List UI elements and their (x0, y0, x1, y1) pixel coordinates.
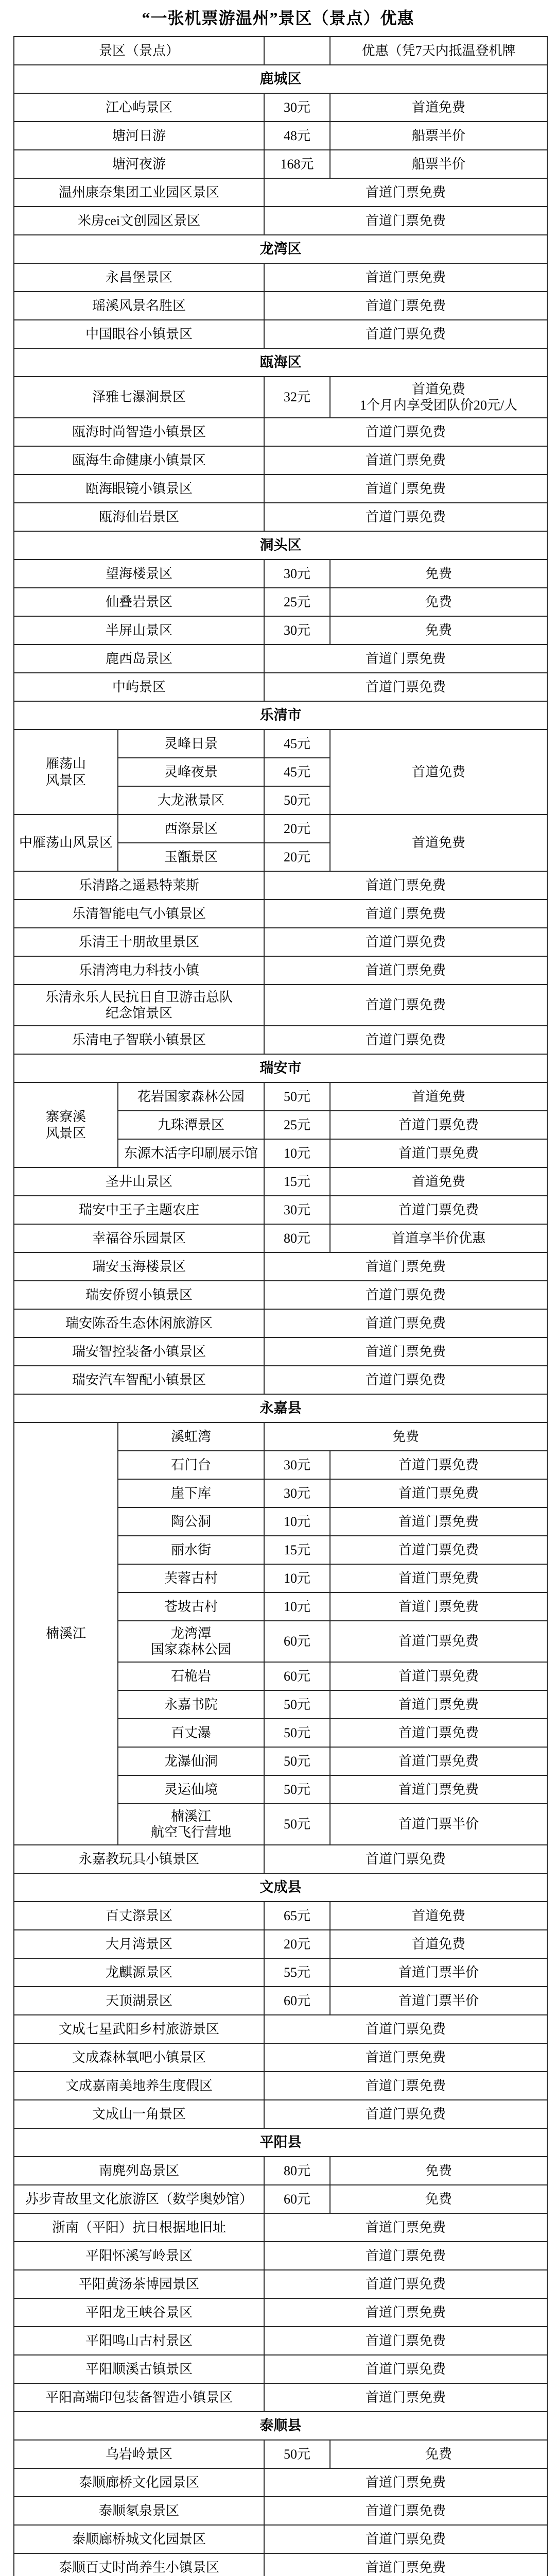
region-row (14, 701, 547, 730)
discount: 船票半价 (330, 150, 547, 178)
table-row (14, 645, 547, 673)
scenic-name: 龙瀑仙洞 (118, 1747, 264, 1775)
table-row (14, 1167, 547, 1196)
table-row (14, 418, 547, 446)
header-price (264, 37, 330, 65)
discount-table-body (14, 37, 547, 2576)
region-header: 瓯海区 (14, 348, 547, 377)
discount: 首道门票免费 (264, 2270, 547, 2298)
table-row (14, 1422, 547, 1451)
scenic-name: 崖下库 (118, 1479, 264, 1507)
ticket-price: 10元 (264, 1507, 330, 1536)
discount: 首道免费 (330, 730, 547, 815)
scenic-name: 楠溪江 航空飞行营地 (118, 1804, 264, 1845)
table-row (14, 2270, 547, 2298)
scenic-name: 平阳怀溪写岭景区 (14, 2242, 264, 2270)
table-row (14, 1196, 547, 1224)
scenic-name: 乐清智能电气小镇景区 (14, 900, 264, 928)
scenic-name: 圣井山景区 (14, 1167, 264, 1196)
discount: 首道门票免费 (330, 1690, 547, 1719)
scenic-name: 浙南（平阳）抗日根据地旧址 (14, 2213, 264, 2242)
scenic-name: 瓯海眼镜小镇景区 (14, 474, 264, 503)
region-header: 泰顺县 (14, 2412, 547, 2440)
table-row (14, 1930, 547, 1958)
scenic-name: 芙蓉古村 (118, 1564, 264, 1592)
scenic-name: 望海楼景区 (14, 560, 264, 588)
discount: 免费 (330, 560, 547, 588)
ticket-price: 55元 (264, 1958, 330, 1987)
discount: 首道门票免费 (264, 928, 547, 956)
discount: 首道门票免费 (330, 1479, 547, 1507)
scenic-name: 陶公洞 (118, 1507, 264, 1536)
header-scenic-spot: 景区（景点） (14, 37, 264, 65)
scenic-name: 玉甑景区 (118, 843, 264, 871)
discount: 首道门票免费 (264, 1252, 547, 1281)
table-row (14, 1987, 547, 2015)
discount: 首道免费 (330, 1902, 547, 1930)
scenic-name: 半屏山景区 (14, 616, 264, 645)
scenic-name: 平阳高端印包装备智造小镇景区 (14, 2383, 264, 2412)
header-discount: 优惠（凭7天内抵温登机牌 (330, 37, 547, 65)
scenic-name: 瑞安智控装备小镇景区 (14, 1337, 264, 1366)
scenic-name: 苏步青故里文化旅游区（数学奥妙馆） (14, 2185, 264, 2213)
table-row (14, 1252, 547, 1281)
table-row (14, 263, 547, 292)
table-row (14, 2440, 547, 2468)
scenic-name: 江心屿景区 (14, 93, 264, 122)
scenic-name: 瓯海仙岩景区 (14, 503, 264, 531)
ticket-price: 10元 (264, 1592, 330, 1621)
region-row (14, 2128, 547, 2157)
ticket-price: 60元 (264, 1987, 330, 2015)
ticket-price: 80元 (264, 2157, 330, 2185)
discount: 免费 (330, 2185, 547, 2213)
discount: 首道门票免费 (264, 1366, 547, 1394)
table-row (14, 2185, 547, 2213)
table-row (14, 122, 547, 150)
table-row (14, 1281, 547, 1309)
region-header: 鹿城区 (14, 65, 547, 93)
discount: 首道门票免费 (330, 1139, 547, 1167)
scenic-name: 中屿景区 (14, 673, 264, 701)
ticket-price: 50元 (264, 1082, 330, 1111)
table-row (14, 1309, 547, 1337)
region-row (14, 2412, 547, 2440)
scenic-name: 百丈瀑 (118, 1719, 264, 1747)
discount: 首道免费 (330, 93, 547, 122)
ticket-price: 25元 (264, 1111, 330, 1139)
scenic-name: 泰顺廊桥城文化园景区 (14, 2525, 264, 2553)
discount: 首道门票免费 (264, 871, 547, 900)
ticket-price: 15元 (264, 1536, 330, 1564)
ticket-price: 60元 (264, 1662, 330, 1690)
scenic-name: 乐清湾电力科技小镇 (14, 956, 264, 985)
scenic-name: 塘河夜游 (14, 150, 264, 178)
ticket-price: 10元 (264, 1564, 330, 1592)
discount: 首道门票免费 (330, 1775, 547, 1804)
ticket-price: 30元 (264, 1451, 330, 1479)
region-header: 乐清市 (14, 701, 547, 730)
table-row (14, 292, 547, 320)
region-header: 平阳县 (14, 2128, 547, 2157)
scenic-name: 瑞安玉海楼景区 (14, 1252, 264, 1281)
table-row (14, 2298, 547, 2327)
region-row (14, 65, 547, 93)
scenic-name: 永昌堡景区 (14, 263, 264, 292)
discount: 首道免费 (330, 815, 547, 871)
ticket-price: 45元 (264, 758, 330, 786)
scenic-name: 瑞安陈岙生态休闲旅游区 (14, 1309, 264, 1337)
table-row (14, 900, 547, 928)
scenic-name: 中国眼谷小镇景区 (14, 320, 264, 348)
table-row (14, 1902, 547, 1930)
discount: 首道免费 (330, 1167, 547, 1196)
table-row (14, 871, 547, 900)
scenic-name: 灵峰日景 (118, 730, 264, 758)
table-row (14, 503, 547, 531)
discount: 首道门票免费 (330, 1111, 547, 1139)
table-row (14, 673, 547, 701)
scenic-name: 文成森林氧吧小镇景区 (14, 2043, 264, 2072)
table-row (14, 815, 547, 843)
scenic-name: 塘河日游 (14, 122, 264, 150)
header-row (14, 37, 547, 65)
table-row (14, 588, 547, 616)
scenic-name: 永嘉书院 (118, 1690, 264, 1719)
discount: 首道免费 1个月内享受团队价20元/人 (330, 377, 547, 418)
discount-table (13, 36, 548, 2576)
table-row (14, 1366, 547, 1394)
discount: 首道门票免费 (264, 2327, 547, 2355)
table-row (14, 2100, 547, 2128)
discount: 首道门票免费 (264, 2213, 547, 2242)
table-row (14, 93, 547, 122)
scenic-name: 幸福谷乐园景区 (14, 1224, 264, 1252)
table-row (14, 446, 547, 474)
region-row (14, 1054, 547, 1082)
discount: 首道门票免费 (264, 446, 547, 474)
discount: 首道门票免费 (264, 956, 547, 985)
region-row (14, 1394, 547, 1422)
discount: 首道门票免费 (264, 2355, 547, 2383)
scenic-name: 瑶溪风景名胜区 (14, 292, 264, 320)
discount: 免费 (264, 1422, 547, 1451)
scenic-name: 乌岩岭景区 (14, 2440, 264, 2468)
group-label: 雁荡山 风景区 (14, 730, 118, 815)
discount: 免费 (330, 616, 547, 645)
scenic-name: 乐清王十朋故里景区 (14, 928, 264, 956)
discount: 免费 (330, 2157, 547, 2185)
scenic-name: 石桅岩 (118, 1662, 264, 1690)
discount: 首道免费 (330, 1930, 547, 1958)
scenic-name: 米房cei文创园区景区 (14, 207, 264, 235)
region-header: 洞头区 (14, 531, 547, 560)
scenic-name: 泰顺廊桥文化园景区 (14, 2468, 264, 2497)
table-row (14, 2213, 547, 2242)
scenic-name: 百丈漈景区 (14, 1902, 264, 1930)
region-header: 文成县 (14, 1873, 547, 1902)
table-row (14, 1026, 547, 1054)
scenic-name: 乐清电子智联小镇景区 (14, 1026, 264, 1054)
table-row (14, 2355, 547, 2383)
discount: 首道门票免费 (264, 645, 547, 673)
discount: 首道门票免费 (264, 474, 547, 503)
table-row (14, 1337, 547, 1366)
discount: 首道门票免费 (264, 2242, 547, 2270)
table-row (14, 2553, 547, 2576)
table-row (14, 178, 547, 207)
ticket-price: 20元 (264, 1930, 330, 1958)
scenic-name: 温州康奈集团工业园区景区 (14, 178, 264, 207)
ticket-price: 30元 (264, 616, 330, 645)
table-row (14, 616, 547, 645)
region-header: 永嘉县 (14, 1394, 547, 1422)
table-row (14, 2327, 547, 2355)
ticket-price: 20元 (264, 843, 330, 871)
ticket-price: 10元 (264, 1139, 330, 1167)
scenic-name: 东源木活字印刷展示馆 (118, 1139, 264, 1167)
table-row (14, 1845, 547, 1873)
discount: 首道门票免费 (264, 1281, 547, 1309)
ticket-price: 30元 (264, 1479, 330, 1507)
table-row (14, 2497, 547, 2525)
ticket-price: 20元 (264, 815, 330, 843)
group-label: 寨寮溪 风景区 (14, 1082, 118, 1167)
region-header: 瑞安市 (14, 1054, 547, 1082)
discount: 首道门票免费 (330, 1451, 547, 1479)
ticket-price: 45元 (264, 730, 330, 758)
table-row (14, 207, 547, 235)
discount: 首道享半价优惠 (330, 1224, 547, 1252)
scenic-name: 瓯海时尚智造小镇景区 (14, 418, 264, 446)
scenic-name: 大龙湫景区 (118, 786, 264, 815)
scenic-name: 瓯海生命健康小镇景区 (14, 446, 264, 474)
table-row (14, 2383, 547, 2412)
discount: 首道门票免费 (264, 2383, 547, 2412)
scenic-name: 南麂列岛景区 (14, 2157, 264, 2185)
table-row (14, 2468, 547, 2497)
discount: 首道门票免费 (264, 178, 547, 207)
ticket-price: 80元 (264, 1224, 330, 1252)
region-header: 龙湾区 (14, 235, 547, 263)
discount: 首道门票免费 (264, 207, 547, 235)
discount: 船票半价 (330, 122, 547, 150)
scenic-name: 九珠潭景区 (118, 1111, 264, 1139)
group-label: 中雁荡山风景区 (14, 815, 118, 871)
scenic-name: 灵运仙境 (118, 1775, 264, 1804)
ticket-price: 50元 (264, 786, 330, 815)
discount: 首道门票半价 (330, 1958, 547, 1987)
group-label: 楠溪江 (14, 1422, 118, 1845)
scenic-name: 仙叠岩景区 (14, 588, 264, 616)
scenic-name: 乐清永乐人民抗日自卫游击总队 纪念馆景区 (14, 985, 264, 1026)
table-row (14, 320, 547, 348)
scenic-name: 泽雅七瀑涧景区 (14, 377, 264, 418)
discount: 首道门票免费 (264, 2072, 547, 2100)
ticket-price: 32元 (264, 377, 330, 418)
discount: 首道门票免费 (264, 2553, 547, 2576)
page-title: “一张机票游温州”景区（景点）优惠 (142, 9, 414, 27)
discount: 免费 (330, 2440, 547, 2468)
ticket-price: 60元 (264, 1621, 330, 1662)
scenic-name: 龙麒源景区 (14, 1958, 264, 1987)
table-row (14, 2072, 547, 2100)
ticket-price: 15元 (264, 1167, 330, 1196)
ticket-price: 65元 (264, 1902, 330, 1930)
discount: 首道门票免费 (264, 985, 547, 1026)
discount: 首道门票免费 (264, 1309, 547, 1337)
table-row (14, 730, 547, 758)
region-row (14, 348, 547, 377)
table-row (14, 2043, 547, 2072)
table-row (14, 2015, 547, 2043)
table-row (14, 985, 547, 1026)
discount: 首道门票免费 (330, 1196, 547, 1224)
region-row (14, 235, 547, 263)
table-row (14, 1082, 547, 1111)
ticket-price: 30元 (264, 1196, 330, 1224)
scenic-name: 大月湾景区 (14, 1930, 264, 1958)
scenic-name: 瑞安汽车智配小镇景区 (14, 1366, 264, 1394)
scenic-name: 瑞安侨贸小镇景区 (14, 1281, 264, 1309)
table-row (14, 1958, 547, 1987)
discount: 首道门票免费 (264, 1026, 547, 1054)
discount: 首道门票免费 (330, 1719, 547, 1747)
scenic-name: 平阳顺溪古镇景区 (14, 2355, 264, 2383)
scenic-name: 文成嘉南美地养生度假区 (14, 2072, 264, 2100)
table-row (14, 560, 547, 588)
scenic-name: 瑞安中王子主题农庄 (14, 1196, 264, 1224)
discount: 首道门票免费 (330, 1592, 547, 1621)
discount: 首道门票免费 (264, 263, 547, 292)
discount: 首道门票免费 (264, 2298, 547, 2327)
ticket-price: 25元 (264, 588, 330, 616)
scenic-name: 花岩国家森林公园 (118, 1082, 264, 1111)
discount: 首道门票免费 (264, 2525, 547, 2553)
discount: 首道门票免费 (264, 2497, 547, 2525)
discount: 首道门票半价 (330, 1804, 547, 1845)
discount: 首道门票免费 (264, 1337, 547, 1366)
table-row (14, 1224, 547, 1252)
ticket-price: 50元 (264, 2440, 330, 2468)
ticket-price: 50元 (264, 1690, 330, 1719)
discount: 首道门票免费 (264, 2043, 547, 2072)
discount: 免费 (330, 588, 547, 616)
table-row (14, 150, 547, 178)
discount: 首道门票免费 (330, 1747, 547, 1775)
scenic-name: 泰顺百丈时尚养生小镇景区 (14, 2553, 264, 2576)
table-row (14, 928, 547, 956)
scenic-name: 苍坡古村 (118, 1592, 264, 1621)
table-row (14, 956, 547, 985)
ticket-price: 30元 (264, 93, 330, 122)
discount: 首道门票免费 (264, 292, 547, 320)
scenic-name: 龙湾潭 国家森林公园 (118, 1621, 264, 1662)
scenic-name: 泰顺氡泉景区 (14, 2497, 264, 2525)
scenic-name: 文成七星武阳乡村旅游景区 (14, 2015, 264, 2043)
scenic-name: 灵峰夜景 (118, 758, 264, 786)
discount: 首道门票免费 (264, 503, 547, 531)
scenic-name: 天顶湖景区 (14, 1987, 264, 2015)
discount: 首道门票免费 (330, 1621, 547, 1662)
scenic-name: 平阳鸣山古村景区 (14, 2327, 264, 2355)
table-row (14, 474, 547, 503)
discount: 首道门票半价 (330, 1987, 547, 2015)
discount: 首道门票免费 (264, 1845, 547, 1873)
scenic-name: 文成山一角景区 (14, 2100, 264, 2128)
discount: 首道免费 (330, 1082, 547, 1111)
ticket-price: 48元 (264, 122, 330, 150)
region-row (14, 1873, 547, 1902)
scenic-name: 鹿西岛景区 (14, 645, 264, 673)
ticket-price: 30元 (264, 560, 330, 588)
table-row (14, 2525, 547, 2553)
ticket-price: 50元 (264, 1804, 330, 1845)
discount: 首道门票免费 (264, 900, 547, 928)
scenic-name: 石门台 (118, 1451, 264, 1479)
discount: 首道门票免费 (264, 320, 547, 348)
region-row (14, 531, 547, 560)
discount: 首道门票免费 (264, 2100, 547, 2128)
discount: 首道门票免费 (264, 2468, 547, 2497)
discount: 首道门票免费 (264, 418, 547, 446)
discount: 首道门票免费 (330, 1536, 547, 1564)
table-row (14, 377, 547, 418)
ticket-price: 50元 (264, 1775, 330, 1804)
discount: 首道门票免费 (330, 1662, 547, 1690)
scenic-name: 丽水街 (118, 1536, 264, 1564)
scenic-name: 西漈景区 (118, 815, 264, 843)
discount: 首道门票免费 (330, 1507, 547, 1536)
ticket-price: 50元 (264, 1747, 330, 1775)
discount: 首道门票免费 (264, 673, 547, 701)
scenic-name: 平阳龙王峡谷景区 (14, 2298, 264, 2327)
scenic-name: 乐清路之遥悬特莱斯 (14, 871, 264, 900)
scenic-name: 平阳黄汤茶博园景区 (14, 2270, 264, 2298)
ticket-price: 60元 (264, 2185, 330, 2213)
ticket-price: 50元 (264, 1719, 330, 1747)
scenic-name: 溪虹湾 (118, 1422, 264, 1451)
ticket-price: 168元 (264, 150, 330, 178)
discount: 首道门票免费 (264, 2015, 547, 2043)
scenic-name: 永嘉教玩具小镇景区 (14, 1845, 264, 1873)
table-row (14, 2157, 547, 2185)
discount: 首道门票免费 (330, 1564, 547, 1592)
table-row (14, 2242, 547, 2270)
